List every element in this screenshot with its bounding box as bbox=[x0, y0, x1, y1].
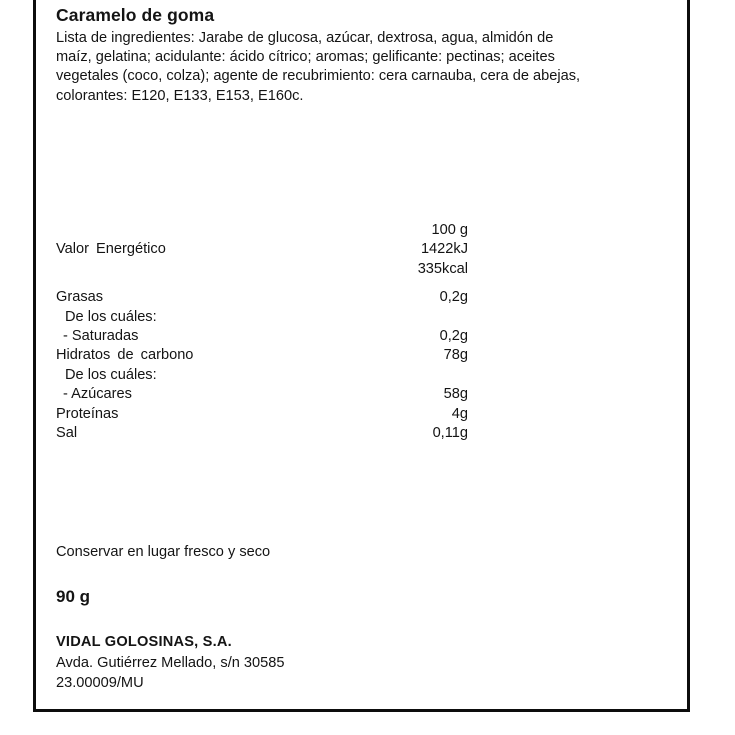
manufacturer-address: Avda. Gutiérrez Mellado, s/n 30585 bbox=[56, 654, 285, 671]
nutrition-label-panel bbox=[33, 0, 690, 712]
storage-instructions: Conservar en lugar fresco y seco bbox=[56, 544, 271, 560]
nutrient-label: Valor Energético bbox=[56, 241, 166, 258]
table-row bbox=[56, 424, 468, 443]
table-row bbox=[56, 240, 468, 259]
nutrient-label: Hidratos de carbono bbox=[56, 347, 194, 364]
nutrient-value: 1422kJ bbox=[420, 241, 468, 258]
label-content bbox=[36, 0, 687, 709]
nutrient-value: 4g bbox=[451, 405, 468, 422]
ingredients-line: Lista de ingredientes: Jarabe de glucosa, azúcar, dextrosa, agua, almidón de bbox=[56, 30, 554, 46]
nutrient-value: 58g bbox=[443, 386, 468, 403]
nutrient-label: Sal bbox=[56, 424, 78, 441]
table-row bbox=[56, 308, 468, 327]
ingredients-line: colorantes: E120, E133, E153, E160c. bbox=[56, 87, 304, 104]
nutrient-label: - Saturadas bbox=[63, 327, 139, 344]
manufacturer-name: VIDAL GOLOSINAS, S.A. bbox=[56, 634, 232, 650]
net-weight: 90 g bbox=[56, 587, 91, 606]
table-row bbox=[56, 346, 468, 365]
table-row bbox=[56, 260, 468, 279]
table-row bbox=[56, 327, 468, 346]
ingredients-line: vegetales (coco, colza); agente de recubrimiento: cera carnauba, cera de abejas, bbox=[56, 68, 581, 85]
manufacturer-code: 23.00009/MU bbox=[56, 675, 144, 691]
ingredients-list bbox=[56, 29, 671, 106]
table-row bbox=[56, 288, 468, 307]
table-row bbox=[56, 405, 468, 424]
table-row bbox=[56, 385, 468, 404]
nutrient-label: De los cuáles: bbox=[65, 366, 157, 383]
nutrient-label: Grasas bbox=[56, 289, 104, 306]
nutrient-value: 78g bbox=[443, 347, 468, 364]
nutrient-value: 0,2g bbox=[439, 327, 468, 344]
nutrition-table bbox=[56, 221, 468, 443]
manufacturer-info bbox=[56, 632, 285, 694]
nutrient-value: 335kcal bbox=[417, 260, 468, 277]
product-title: Caramelo de goma bbox=[56, 5, 215, 25]
nutrient-value: 0,2g bbox=[439, 289, 468, 306]
nutrient-label: Proteínas bbox=[56, 405, 119, 422]
nutrient-value: 0,11g bbox=[432, 424, 468, 441]
nutrition-column-header: 100 g bbox=[431, 222, 468, 238]
table-row-header bbox=[56, 221, 468, 240]
table-row-spacer bbox=[56, 279, 468, 288]
nutrient-label: - Azúcares bbox=[63, 386, 132, 403]
table-row bbox=[56, 366, 468, 385]
ingredients-line: maíz, gelatina; acidulante: ácido cítrico; aromas; gelificante: pectinas; aceites bbox=[56, 49, 555, 66]
nutrient-label: De los cuáles: bbox=[65, 308, 157, 325]
